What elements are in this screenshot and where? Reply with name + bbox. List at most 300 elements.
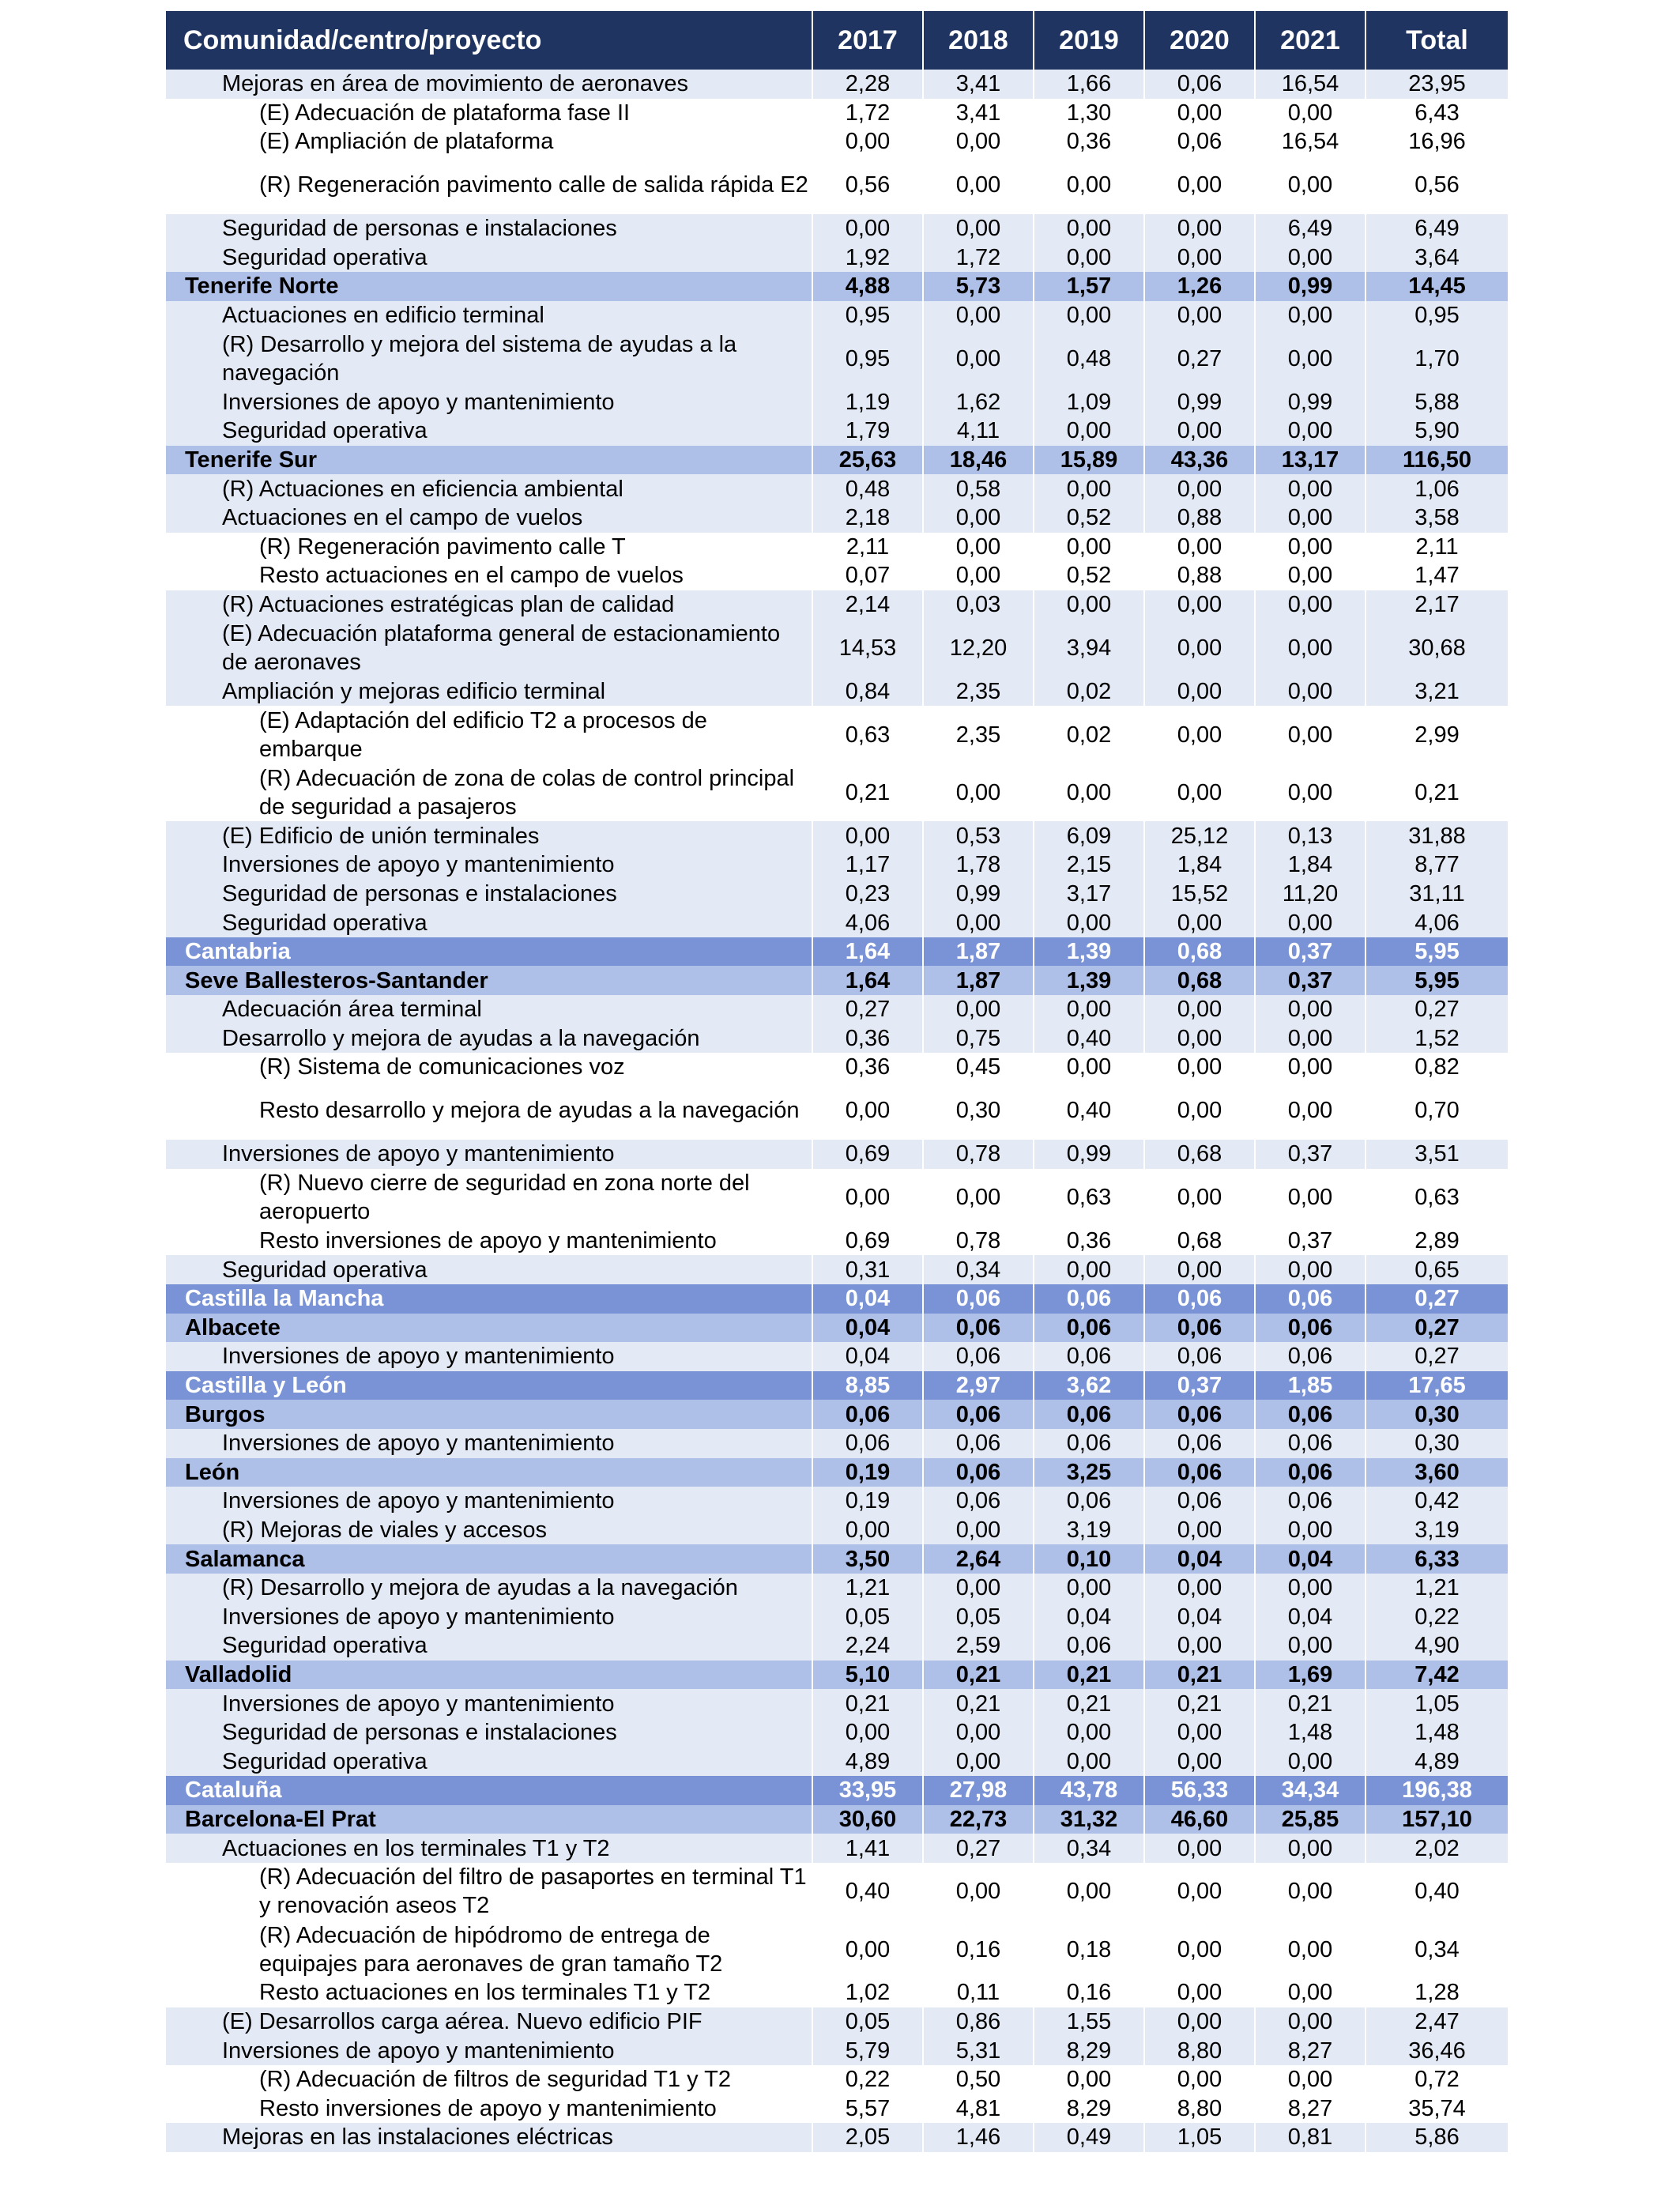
cell-2019: 0,06: [1034, 1400, 1144, 1429]
table-row: [166, 2094, 1508, 2124]
cell-total: 3,58: [1365, 503, 1508, 533]
cell-2019: 1,09: [1034, 388, 1144, 417]
cell-2021: 11,20: [1255, 880, 1365, 909]
cell-2021: 0,00: [1255, 1978, 1365, 2007]
cell-2018: 0,00: [923, 127, 1034, 156]
cell-project: Albacete: [166, 1314, 812, 1343]
cell-2019: 0,34: [1034, 1834, 1144, 1863]
cell-2020: 0,06: [1144, 1487, 1255, 1516]
cell-2021: 0,06: [1255, 1458, 1365, 1487]
cell-2019: 3,19: [1034, 1516, 1144, 1545]
header-2021: 2021: [1255, 11, 1365, 70]
cell-project: (R) Desarrollo y mejora de ayudas a la navegación: [166, 1574, 812, 1603]
cell-2019: 0,21: [1034, 1689, 1144, 1718]
cell-2019: 0,00: [1034, 1574, 1144, 1603]
table-row: [166, 533, 1508, 562]
cell-total: 6,33: [1365, 1544, 1508, 1574]
cell-2019: 0,06: [1034, 1342, 1144, 1371]
cell-2018: 0,78: [923, 1227, 1034, 1256]
cell-2020: 0,00: [1144, 243, 1255, 273]
cell-2019: 0,06: [1034, 1314, 1144, 1343]
cell-2018: 0,50: [923, 2065, 1034, 2094]
cell-2019: 0,00: [1034, 301, 1144, 330]
cell-2020: 0,68: [1144, 937, 1255, 967]
cell-2021: 0,00: [1255, 417, 1365, 446]
cell-2018: 0,06: [923, 1284, 1034, 1314]
cell-2020: 0,00: [1144, 677, 1255, 706]
cell-2019: 0,00: [1034, 1053, 1144, 1082]
cell-2017: 0,00: [812, 1718, 923, 1747]
cell-2017: 0,04: [812, 1284, 923, 1314]
cell-total: 8,77: [1365, 850, 1508, 880]
cell-project: (R) Mejoras de viales y accesos: [166, 1516, 812, 1545]
cell-project: (E) Adecuación plataforma general de estacionamiento de aeronaves: [166, 619, 812, 677]
cell-2021: 0,00: [1255, 503, 1365, 533]
cell-project: (R) Adecuación de zona de colas de control principal de seguridad a pasajeros: [166, 763, 812, 821]
cell-2019: 0,06: [1034, 1487, 1144, 1516]
cell-project: Actuaciones en el campo de vuelos: [166, 503, 812, 533]
cell-2020: 8,80: [1144, 2036, 1255, 2065]
cell-2021: 1,48: [1255, 1718, 1365, 1747]
cell-2021: 0,00: [1255, 2007, 1365, 2037]
cell-total: 4,06: [1365, 908, 1508, 937]
cell-total: 7,42: [1365, 1661, 1508, 1690]
cell-2017: 5,10: [812, 1661, 923, 1690]
cell-2018: 0,00: [923, 1863, 1034, 1921]
cell-project: Cantabria: [166, 937, 812, 967]
region-row: [166, 1284, 1508, 1314]
table-row: [166, 1834, 1508, 1863]
cell-2018: 0,06: [923, 1400, 1034, 1429]
cell-2020: 0,99: [1144, 388, 1255, 417]
header-2018: 2018: [923, 11, 1034, 70]
table-row: [166, 1747, 1508, 1776]
cell-2021: 0,00: [1255, 156, 1365, 214]
cell-2021: 0,06: [1255, 1342, 1365, 1371]
cell-2021: 16,54: [1255, 70, 1365, 99]
cell-2017: 0,00: [812, 1169, 923, 1227]
cell-project: (E) Edificio de unión terminales: [166, 821, 812, 850]
cell-2017: 0,04: [812, 1342, 923, 1371]
cell-project: (R) Adecuación de hipódromo de entrega de equipajes para aeronaves de gran tamaño T2: [166, 1921, 812, 1978]
cell-2020: 0,00: [1144, 214, 1255, 243]
cell-2021: 0,99: [1255, 388, 1365, 417]
airport-row: [166, 1314, 1508, 1343]
cell-2019: 0,00: [1034, 995, 1144, 1024]
airport-row: [166, 1400, 1508, 1429]
cell-2021: 0,04: [1255, 1544, 1365, 1574]
cell-2019: 0,00: [1034, 1718, 1144, 1747]
table-row: [166, 1978, 1508, 2007]
table-row: [166, 561, 1508, 590]
table-row: [166, 2036, 1508, 2065]
airport-row: [166, 446, 1508, 475]
cell-project: (R) Desarrollo y mejora del sistema de ayudas a la navegación: [166, 330, 812, 387]
header-project: Comunidad/centro/proyecto: [166, 11, 812, 70]
cell-2020: 0,00: [1144, 1574, 1255, 1603]
table-row: [166, 301, 1508, 330]
cell-2017: 0,48: [812, 474, 923, 503]
cell-project: Inversiones de apoyo y mantenimiento: [166, 388, 812, 417]
cell-2018: 5,31: [923, 2036, 1034, 2065]
cell-total: 157,10: [1365, 1805, 1508, 1834]
cell-2019: 0,06: [1034, 1429, 1144, 1458]
cell-2020: 0,00: [1144, 763, 1255, 821]
cell-2018: 2,59: [923, 1631, 1034, 1661]
cell-2020: 0,00: [1144, 1024, 1255, 1054]
cell-2019: 1,30: [1034, 99, 1144, 128]
cell-total: 36,46: [1365, 2036, 1508, 2065]
cell-total: 3,60: [1365, 1458, 1508, 1487]
cell-2017: 0,19: [812, 1458, 923, 1487]
cell-2017: 0,31: [812, 1255, 923, 1284]
cell-2017: 0,19: [812, 1487, 923, 1516]
airport-row: [166, 966, 1508, 995]
cell-total: 4,90: [1365, 1631, 1508, 1661]
cell-2018: 1,62: [923, 388, 1034, 417]
cell-2018: 0,58: [923, 474, 1034, 503]
cell-2018: 0,99: [923, 880, 1034, 909]
cell-total: 2,02: [1365, 1834, 1508, 1863]
table-row: [166, 1227, 1508, 1256]
cell-2020: 0,21: [1144, 1661, 1255, 1690]
cell-2018: 0,06: [923, 1314, 1034, 1343]
table-row: [166, 619, 1508, 677]
cell-2019: 1,66: [1034, 70, 1144, 99]
cell-project: Tenerife Norte: [166, 272, 812, 301]
cell-total: 3,51: [1365, 1140, 1508, 1169]
cell-2020: 0,00: [1144, 417, 1255, 446]
cell-2019: 2,15: [1034, 850, 1144, 880]
cell-2020: 0,37: [1144, 1371, 1255, 1400]
cell-2017: 0,00: [812, 821, 923, 850]
cell-2021: 0,13: [1255, 821, 1365, 850]
cell-2019: 0,00: [1034, 156, 1144, 214]
cell-2019: 1,57: [1034, 272, 1144, 301]
cell-2020: 0,68: [1144, 966, 1255, 995]
table-row: [166, 995, 1508, 1024]
cell-2021: 0,00: [1255, 1255, 1365, 1284]
cell-2017: 0,84: [812, 677, 923, 706]
cell-project: Inversiones de apoyo y mantenimiento: [166, 1140, 812, 1169]
cell-2017: 0,22: [812, 2065, 923, 2094]
table-row: [166, 590, 1508, 620]
cell-project: (E) Ampliación de plataforma: [166, 127, 812, 156]
cell-2017: 2,24: [812, 1631, 923, 1661]
cell-2019: 3,25: [1034, 1458, 1144, 1487]
cell-2020: 0,00: [1144, 301, 1255, 330]
cell-2019: 1,39: [1034, 937, 1144, 967]
cell-total: 14,45: [1365, 272, 1508, 301]
cell-2019: 0,48: [1034, 330, 1144, 387]
cell-2019: 0,06: [1034, 1284, 1144, 1314]
cell-2021: 0,00: [1255, 590, 1365, 620]
table-row: [166, 1516, 1508, 1545]
table-row: [166, 1718, 1508, 1747]
table-row: [166, 1602, 1508, 1631]
cell-2018: 0,00: [923, 561, 1034, 590]
cell-2019: 0,00: [1034, 243, 1144, 273]
cell-2021: 0,00: [1255, 99, 1365, 128]
cell-total: 0,70: [1365, 1082, 1508, 1140]
cell-2019: 0,49: [1034, 2123, 1144, 2152]
cell-2020: 0,00: [1144, 1978, 1255, 2007]
cell-2020: 0,06: [1144, 1342, 1255, 1371]
cell-2017: 1,72: [812, 99, 923, 128]
cell-2019: 0,16: [1034, 1978, 1144, 2007]
cell-2021: 0,06: [1255, 1487, 1365, 1516]
cell-2017: 0,05: [812, 2007, 923, 2037]
cell-total: 0,27: [1365, 1342, 1508, 1371]
cell-2019: 0,99: [1034, 1140, 1144, 1169]
cell-2020: 0,00: [1144, 533, 1255, 562]
cell-2017: 0,27: [812, 995, 923, 1024]
cell-2018: 0,00: [923, 908, 1034, 937]
table-row: [166, 1053, 1508, 1082]
cell-project: Burgos: [166, 1400, 812, 1429]
cell-2018: 0,00: [923, 995, 1034, 1024]
table-row: [166, 214, 1508, 243]
cell-2019: 0,02: [1034, 677, 1144, 706]
cell-2018: 0,00: [923, 1169, 1034, 1227]
cell-project: Seve Ballesteros-Santander: [166, 966, 812, 995]
cell-2019: 0,02: [1034, 706, 1144, 763]
airport-row: [166, 272, 1508, 301]
cell-2017: 0,23: [812, 880, 923, 909]
cell-2018: 0,00: [923, 503, 1034, 533]
table-row: [166, 474, 1508, 503]
cell-total: 5,86: [1365, 2123, 1508, 2152]
cell-2018: 0,16: [923, 1921, 1034, 1978]
cell-2020: 0,00: [1144, 2065, 1255, 2094]
cell-total: 1,47: [1365, 561, 1508, 590]
cell-2021: 0,00: [1255, 908, 1365, 937]
cell-project: Seguridad operativa: [166, 1747, 812, 1776]
cell-project: Salamanca: [166, 1544, 812, 1574]
cell-2021: 0,00: [1255, 1631, 1365, 1661]
cell-project: Mejoras en área de movimiento de aeronaves: [166, 70, 812, 99]
cell-2018: 2,35: [923, 706, 1034, 763]
cell-2018: 4,81: [923, 2094, 1034, 2124]
cell-total: 5,90: [1365, 417, 1508, 446]
cell-2021: 0,00: [1255, 763, 1365, 821]
cell-total: 31,88: [1365, 821, 1508, 850]
cell-total: 0,63: [1365, 1169, 1508, 1227]
cell-2021: 1,84: [1255, 850, 1365, 880]
cell-2019: 0,00: [1034, 214, 1144, 243]
cell-project: Actuaciones en los terminales T1 y T2: [166, 1834, 812, 1863]
cell-2020: 0,00: [1144, 156, 1255, 214]
table-row: [166, 850, 1508, 880]
cell-total: 0,95: [1365, 301, 1508, 330]
cell-2018: 0,21: [923, 1689, 1034, 1718]
cell-2019: 15,89: [1034, 446, 1144, 475]
cell-total: 0,56: [1365, 156, 1508, 214]
cell-2017: 5,79: [812, 2036, 923, 2065]
cell-2019: 0,10: [1034, 1544, 1144, 1574]
cell-2017: 5,57: [812, 2094, 923, 2124]
cell-2018: 2,35: [923, 677, 1034, 706]
cell-2018: 0,00: [923, 214, 1034, 243]
cell-2019: 43,78: [1034, 1776, 1144, 1805]
cell-2020: 0,00: [1144, 590, 1255, 620]
cell-project: Tenerife Sur: [166, 446, 812, 475]
cell-2021: 34,34: [1255, 1776, 1365, 1805]
cell-2020: 0,68: [1144, 1227, 1255, 1256]
cell-2021: 0,00: [1255, 561, 1365, 590]
cell-total: 16,96: [1365, 127, 1508, 156]
cell-2017: 0,00: [812, 1516, 923, 1545]
cell-2021: 0,37: [1255, 966, 1365, 995]
cell-2020: 56,33: [1144, 1776, 1255, 1805]
cell-total: 116,50: [1365, 446, 1508, 475]
cell-total: 196,38: [1365, 1776, 1508, 1805]
cell-project: Inversiones de apoyo y mantenimiento: [166, 1689, 812, 1718]
cell-2021: 6,49: [1255, 214, 1365, 243]
table-row: [166, 706, 1508, 763]
cell-2017: 0,06: [812, 1400, 923, 1429]
cell-2017: 0,06: [812, 1429, 923, 1458]
cell-2019: 0,52: [1034, 561, 1144, 590]
cell-2017: 1,02: [812, 1978, 923, 2007]
cell-project: Barcelona-El Prat: [166, 1805, 812, 1834]
cell-2018: 12,20: [923, 619, 1034, 677]
table-row: [166, 1342, 1508, 1371]
cell-2021: 0,00: [1255, 301, 1365, 330]
cell-project: Seguridad operativa: [166, 1255, 812, 1284]
cell-2020: 0,04: [1144, 1544, 1255, 1574]
cell-2021: 13,17: [1255, 446, 1365, 475]
cell-2019: 3,94: [1034, 619, 1144, 677]
cell-2018: 0,45: [923, 1053, 1034, 1082]
cell-2021: 0,00: [1255, 1921, 1365, 1978]
cell-2017: 0,00: [812, 214, 923, 243]
cell-2018: 0,05: [923, 1602, 1034, 1631]
cell-2021: 0,06: [1255, 1284, 1365, 1314]
table-row: [166, 1863, 1508, 1921]
cell-2019: 8,29: [1034, 2094, 1144, 2124]
table-row: [166, 417, 1508, 446]
cell-2019: 0,18: [1034, 1921, 1144, 1978]
cell-project: Seguridad operativa: [166, 243, 812, 273]
cell-2017: 0,40: [812, 1863, 923, 1921]
cell-total: 3,64: [1365, 243, 1508, 273]
cell-2018: 0,00: [923, 301, 1034, 330]
cell-total: 1,06: [1365, 474, 1508, 503]
cell-2019: 31,32: [1034, 1805, 1144, 1834]
cell-project: Seguridad de personas e instalaciones: [166, 880, 812, 909]
cell-total: 4,89: [1365, 1747, 1508, 1776]
cell-2021: 0,00: [1255, 995, 1365, 1024]
cell-total: 2,11: [1365, 533, 1508, 562]
cell-project: Resto actuaciones en los terminales T1 y T2: [166, 1978, 812, 2007]
cell-2020: 25,12: [1144, 821, 1255, 850]
table-row: [166, 1921, 1508, 1978]
cell-2017: 4,89: [812, 1747, 923, 1776]
table-row: [166, 763, 1508, 821]
cell-2021: 0,00: [1255, 1053, 1365, 1082]
cell-2018: 2,97: [923, 1371, 1034, 1400]
cell-total: 0,65: [1365, 1255, 1508, 1284]
cell-project: Castilla la Mancha: [166, 1284, 812, 1314]
cell-project: Castilla y León: [166, 1371, 812, 1400]
cell-2020: 0,00: [1144, 619, 1255, 677]
cell-2020: 0,00: [1144, 99, 1255, 128]
cell-2020: 0,00: [1144, 1255, 1255, 1284]
cell-total: 0,34: [1365, 1921, 1508, 1978]
cell-2018: 0,53: [923, 821, 1034, 850]
cell-2020: 0,06: [1144, 1314, 1255, 1343]
cell-2018: 2,64: [923, 1544, 1034, 1574]
cell-project: (R) Regeneración pavimento calle T: [166, 533, 812, 562]
airport-row: [166, 1544, 1508, 1574]
cell-total: 23,95: [1365, 70, 1508, 99]
cell-2020: 0,00: [1144, 1863, 1255, 1921]
cell-2017: 1,79: [812, 417, 923, 446]
table-row: [166, 156, 1508, 214]
cell-2021: 0,81: [1255, 2123, 1365, 2152]
cell-2018: 0,06: [923, 1342, 1034, 1371]
cell-2021: 16,54: [1255, 127, 1365, 156]
cell-2021: 0,06: [1255, 1314, 1365, 1343]
cell-2019: 8,29: [1034, 2036, 1144, 2065]
cell-total: 2,89: [1365, 1227, 1508, 1256]
cell-2019: 3,62: [1034, 1371, 1144, 1400]
cell-2019: 0,40: [1034, 1024, 1144, 1054]
cell-total: 2,47: [1365, 2007, 1508, 2037]
cell-2020: 0,00: [1144, 2007, 1255, 2037]
cell-project: (R) Adecuación de filtros de seguridad T1 y T2: [166, 2065, 812, 2094]
cell-2020: 0,00: [1144, 706, 1255, 763]
cell-project: Valladolid: [166, 1661, 812, 1690]
cell-project: Adecuación área terminal: [166, 995, 812, 1024]
cell-2018: 0,00: [923, 1747, 1034, 1776]
cell-2017: 0,95: [812, 301, 923, 330]
cell-2017: 0,36: [812, 1053, 923, 1082]
cell-2021: 0,00: [1255, 243, 1365, 273]
cell-2021: 0,00: [1255, 1863, 1365, 1921]
table-row: [166, 1574, 1508, 1603]
cell-2017: 25,63: [812, 446, 923, 475]
cell-2019: 0,00: [1034, 763, 1144, 821]
cell-total: 1,70: [1365, 330, 1508, 387]
cell-2017: 2,14: [812, 590, 923, 620]
cell-2017: 0,69: [812, 1227, 923, 1256]
cell-2018: 0,00: [923, 1718, 1034, 1747]
cell-2020: 0,04: [1144, 1602, 1255, 1631]
cell-2020: 15,52: [1144, 880, 1255, 909]
cell-total: 5,95: [1365, 966, 1508, 995]
cell-2018: 3,41: [923, 99, 1034, 128]
cell-2018: 3,41: [923, 70, 1034, 99]
airport-row: [166, 1458, 1508, 1487]
cell-2021: 25,85: [1255, 1805, 1365, 1834]
cell-total: 31,11: [1365, 880, 1508, 909]
cell-2018: 0,00: [923, 763, 1034, 821]
cell-2017: 8,85: [812, 1371, 923, 1400]
cell-2021: 0,37: [1255, 1140, 1365, 1169]
cell-2020: 0,00: [1144, 1082, 1255, 1140]
cell-total: 1,21: [1365, 1574, 1508, 1603]
cell-2019: 0,00: [1034, 1255, 1144, 1284]
investment-table: [166, 11, 1508, 2152]
table-row: [166, 127, 1508, 156]
cell-2020: 1,05: [1144, 2123, 1255, 2152]
cell-2017: 0,05: [812, 1602, 923, 1631]
cell-2017: 4,88: [812, 272, 923, 301]
cell-2017: 0,04: [812, 1314, 923, 1343]
cell-2020: 0,00: [1144, 995, 1255, 1024]
